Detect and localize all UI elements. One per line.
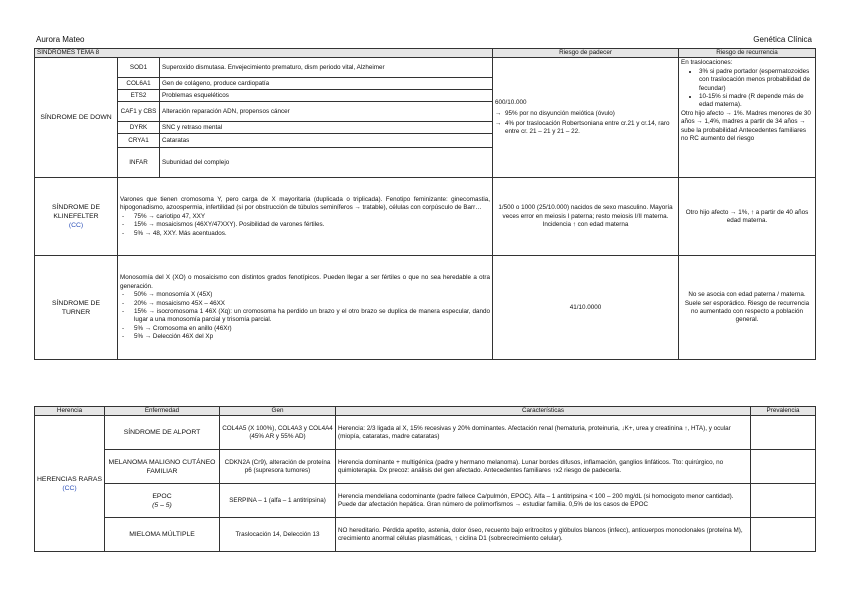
down-recurrence-item: • 10-15% si madre (R depende más de edad materna). [699, 93, 813, 110]
gene-desc: Superoxido dismutasa. Envejecimiento prematuro, dism periodo vital, Alzheimer [160, 58, 493, 78]
gene-desc: Alteración reparación ADN, propensos cáncer [160, 102, 493, 122]
gene-desc: Cataratas [160, 134, 493, 148]
disease-prevalence [751, 484, 816, 518]
gene-desc: Subunidad del complejo [160, 148, 493, 178]
disease-prevalence [751, 518, 816, 552]
klinefelter-risk: 1/500 o 1000 (25/10.000) nacidos de sexo masculino. Mayoría veces error en meiosis I paterna; resto meiosis I/II materna. Incidencia ↑ con edad materna [493, 178, 679, 256]
table-row [35, 484, 816, 518]
table-row [35, 450, 816, 484]
disease-gene: COL4A5 (X 100%), COL4A3 y COL4A4 (45% AR y 55% AD) [220, 416, 336, 450]
down-recurrence-title: En traslocaciones: [681, 59, 733, 67]
gene-name: COL6A1 [118, 78, 160, 90]
disease-prevalence [751, 450, 816, 484]
header-disease: Enfermedad [105, 407, 220, 416]
klinefelter-title: SÍNDROME DE KLINEFELTER [52, 204, 100, 221]
down-recurrence-text: Otro hijo afecto → 1%. Madres menores de 30 años → 1,4%, madres a partir de 34 años → sube la probabilidad Antecedentes familiares no RC aumento del riesgo [681, 109, 811, 143]
gene-desc: SNC y retraso mental [160, 122, 493, 134]
disease-subtitle: (5 – 5) [152, 501, 172, 509]
disease-name: MELANOMA MALIGNO CUTÁNEO FAMILIAR [105, 450, 220, 484]
table-row [35, 416, 816, 450]
disease-features: NO hereditario. Pérdida apetito, astenia, dolor óseo, recuento bajo eritrocitos y glóbulos blancos (infecc), anticuerpos monoclonales (proteína M), crecimiento anormal células plasmáticas, ↑ ciclina D1 (sobrecrecimiento celular). [336, 518, 751, 552]
gene-name: CAF1 y CBS [118, 102, 160, 122]
klinefelter-recurrence: Otro hijo afecto → 1%, ↑ a partir de 40 años edad materna. [679, 178, 816, 256]
author-name: Aurora Mateo [36, 35, 85, 44]
subject-title: Genética Clínica [753, 35, 812, 44]
disease-name [105, 484, 220, 518]
turner-item: - 50% → monosomía X (45X) [134, 291, 490, 299]
gene-desc: Problemas esqueléticos [160, 90, 493, 102]
header-features: Características [336, 407, 751, 416]
disease-gene: Traslocación 14, Delección 13 [220, 518, 336, 552]
turner-description [118, 256, 493, 360]
inheritance-header-row [35, 407, 816, 416]
down-risk-item: → 95% por no disyunción meiótica (óvulo) [505, 110, 676, 118]
klinefelter-text: Varones que tienen cromosoma Y, pero carga de X mayoritaria (duplicada o triplicada). Fenotipo feminizante: ginecomastia, hipogonadismo, azoospermia, infertilidad (si por obstrucción de túbulos seminíferos → tratable), células con corpúsculo de Barr… [120, 195, 490, 212]
turner-risk: 41/10.0000 [493, 256, 679, 360]
inheritance-group [35, 416, 105, 552]
disease-features: Herencia dominante + multigénica (padre y hermano melanoma). Lunar bordes difusos, inflamación, ganglios linfáticos. Tto: quirúrgico, no quimioterapia. Dx precoz: análisis del gen afectado. Antecedentes familiares ↑x2 riesgo de padecerla. [336, 450, 751, 484]
turner-recurrence: No se asocia con edad paterna / materna. Suele ser esporádico. Riesgo de recurrencia no aumentado con respecto a población general. [679, 256, 816, 360]
turner-item: - 15% → isocromosoma 1 46X (Xq): un cromosoma ha perdido un brazo y el otro brazo se duplica de manera especular, dando lugar a una monosomía parcial y trisomía parcial. [134, 308, 490, 325]
down-risk-item: → 4% por traslocación Robertsoniana entre cr.21 y cr.14, raro entre cr. 21 – 21 y 21 – 22. [505, 120, 676, 137]
down-risk-title: 600/10.000 [495, 99, 527, 107]
turner-item: - 5% → Cromosoma en anillo (46Xr) [134, 325, 490, 333]
turner-text: Monosomía del X (XO) o mosaicismo con distintos grados fenotípicos. Pueden llegar a ser fértiles o que no sea heredable a otra generación. [120, 274, 490, 290]
disease-features: Herencia mendeliana codominante (padre fallece Ca/pulmón, EPOC). Alfa – 1 antitripsina < 100 – 200 mg/dL (si homocigoto menor cantidad). Puede dar afectación hepática. Gran número de polimorfismos → estudiar familia. 0,5% de los casos de EPOC [336, 484, 751, 518]
klinefelter-row [35, 178, 816, 256]
down-recurrence-item: • 3% si padre portador (espermatozoides con traslocación menos probabilidad de fecundar) [699, 68, 813, 93]
header-recurrence: Riesgo de recurrencia [679, 49, 816, 58]
syndromes-header-row [35, 49, 816, 58]
inheritance-group-tag: (CC) [62, 484, 77, 492]
rare-inheritance-table [34, 406, 816, 552]
gene-name: SOD1 [118, 58, 160, 78]
gene-name: INFAR [118, 148, 160, 178]
table-row [35, 518, 816, 552]
disease-features: Herencia: 2/3 ligada al X, 15% recesivas y 20% dominantes. Afectación renal (hematuria, proteinuria, ↓K+, urea y creatinina ↑, HTA), y ocular (miopía, cataratas, madre cataratas) [336, 416, 751, 450]
down-row [35, 58, 816, 78]
turner-row [35, 256, 816, 360]
inheritance-group-title: HERENCIAS RARAS [37, 475, 102, 483]
klinefelter-tag: (CC) [68, 222, 84, 230]
klinefelter-name [35, 178, 118, 256]
header-gene: Gen [220, 407, 336, 416]
down-recurrence [679, 58, 816, 178]
klinefelter-item: - 5% → 48, XXY. Más acentuados. [134, 230, 490, 238]
header-prevalence: Prevalencia [751, 407, 816, 416]
turner-item: - 20% → mosaicismo 45X – 46XX [134, 300, 490, 308]
header-syndromes: SÍNDROMES TEMA 8 [35, 49, 493, 58]
disease-name: SÍNDROME DE ALPORT [105, 416, 220, 450]
turner-name: SÍNDROME DE TURNER [35, 256, 118, 360]
header-inheritance: Herencia [35, 407, 105, 416]
syndromes-table [34, 48, 816, 360]
gene-name: DYRK [118, 122, 160, 134]
gene-name: CRYA1 [118, 134, 160, 148]
turner-item: - 5% → Delección 46X del Xp [134, 333, 490, 341]
gene-name: ETS2 [118, 90, 160, 102]
down-risk [493, 58, 679, 178]
disease-name: MIELOMA MÚLTIPLE [105, 518, 220, 552]
disease-gene: CDKN2A (Cr9), alteración de proteína p6 (supresora tumores) [220, 450, 336, 484]
header-risk: Riesgo de padecer [493, 49, 679, 58]
klinefelter-item: - 15% → mosaicismos (46XY/47XXY). Posibilidad de varones fértiles. [134, 221, 490, 229]
disease-gene: SERPINA – 1 (alfa – 1 antitripsina) [220, 484, 336, 518]
down-name: SÍNDROME DE DOWN [35, 58, 118, 178]
klinefelter-description [118, 178, 493, 256]
gene-desc: Gen de colágeno, produce cardiopatía [160, 78, 493, 90]
disease-prevalence [751, 416, 816, 450]
disease-title: EPOC [152, 492, 172, 500]
klinefelter-item: - 75% → cariotipo 47, XXY [134, 213, 490, 221]
